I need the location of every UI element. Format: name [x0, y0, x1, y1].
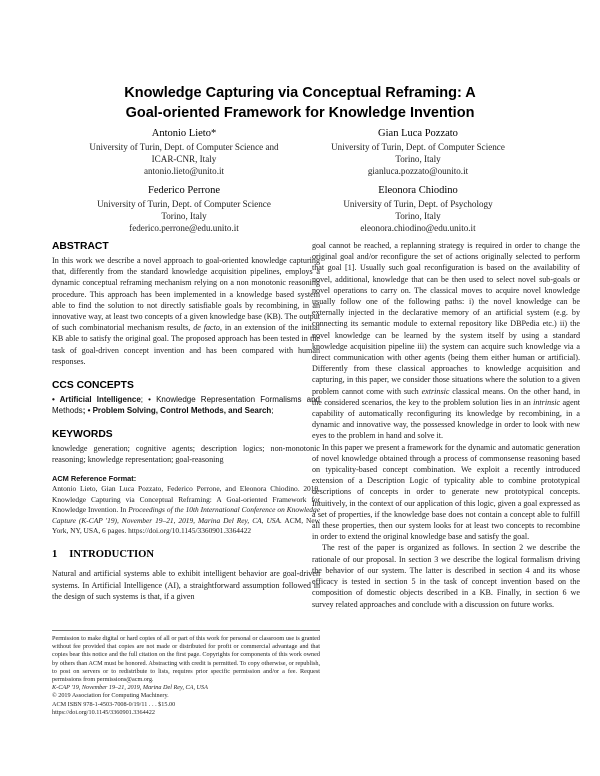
title-line-1: Knowledge Capturing via Conceptual Reframing: A	[124, 85, 476, 101]
author-affiliation-location: Torino, Italy	[161, 211, 207, 221]
intro-paragraph-1: goal cannot be reached, a replanning strategy is required in order to change the original goal and/or reconfigure the set of actions originally selected to perform that goal [1]. Usually such goal reconfiguration is based on the availability of novel, additional, knowledge that can be then used to select novel sub-goals or novel operations to carry on. The classical moves to acquire novel knowledge usually follow one of the following paths: i) the novel knowledge can be externally injected in the declarative memory of an artificial system (e.g. by connecting its semantic module to external repository like DBPedia etc.) ii) the novel knowledge can be learned by the system itself by using a standard knowledge acquisition pipeline iii) the system can acquire such knowledge via a direct communication with other agents (being them either human or artificial). Differently from these classical approaches to knowledge acquisition and capturing, in this paper, we consider those situations where the solution to a given problem cannot come with such extrinsic classical means. On the other hand, in the considered scenarios, the key to the problem solution lies in an intrinsic agent capability of automatically reconfiguring its knowledge by recombining, in a dynamic and innovative way, the possessed knowledge in order to look with new eyes to the problem in hand and solve it.	[312, 241, 581, 441]
acm-reference-text: Antonio Lieto, Gian Luca Pozzato, Federico Perrone, and Eleonora Chiodino. 2019. Knowledge Capturing via Conceptual Reframing: A Goal-oriented Framework for Knowledge Invention. In Proceedings of the 10th International Conference on Knowledge Capture (K-CAP '19), November 19–21, 2019, Marina Del Rey, CA, USA. ACM, New York, NY, USA, 6 pages. https://doi.org/10.1145/3360901.3364422	[52, 484, 320, 536]
paper-title	[40, 83, 560, 123]
doi-link[interactable]: https://doi.org/10.1145/3360901.3364422	[52, 708, 155, 716]
abstract-text: In this work we describe a novel approach to goal-oriented knowledge capturing that, differently from the standard knowledge acquisition pipelines, employs a dynamic conceptual reframing mechanism relying on a non monotonic reasoning procedure. This approach has been implemented in a knowledge based system able to find the solution to not directly satisfiable goals by recombining, in an innovative way, at least two concepts of a given knowledge base (KB). The output of such combinatorial mechanism results, de facto, in an extension of the initial KB able to satisfy the original goal. The proposed approach has been tested in the task of goal-driven concept invention and has been compared with human responses.	[52, 256, 320, 366]
title-line-2: Goal-oriented Framework for Knowledge Invention	[125, 105, 475, 121]
ccs-concepts-text: • Artificial Intelligence; • Knowledge Representation Formalisms and Methods; • Problem Solving, Control Methods, and Search;	[52, 395, 320, 416]
author-affiliation-location: ICAR-CNR, Italy	[151, 154, 217, 164]
section-number: 1	[52, 549, 58, 561]
author-name: Gian Luca Pozzato	[378, 128, 458, 139]
section-title: INTRODUCTION	[69, 549, 155, 561]
author-block-2	[288, 127, 548, 177]
keywords-heading: KEYWORDS	[52, 429, 113, 441]
isbn-line: ACM ISBN 978-1-4503-7008-0/19/11 . . . $15.00	[52, 700, 176, 708]
author-affiliation-location: Torino, Italy	[395, 154, 441, 164]
author-email: antonio.lieto@unito.it	[143, 166, 225, 176]
author-block-3	[54, 184, 314, 234]
ccs-heading: CCS CONCEPTS	[52, 380, 134, 392]
keywords-text: knowledge generation; cognitive agents; description logics; non-monotonic reasoning; knowledge representation; goal-reasoning	[52, 444, 320, 465]
author-name: Eleonora Chiodino	[378, 185, 458, 196]
right-column	[312, 240, 580, 610]
author-name: Antonio Lieto*	[151, 128, 217, 139]
copyright-footnote	[52, 630, 320, 717]
author-affiliation-location: Torino, Italy	[395, 211, 441, 221]
author-email: eleonora.chiodino@edu.unito.it	[360, 223, 476, 233]
permission-notice: Permission to make digital or hard copies of all or part of this work for personal or classroom use is granted without fee provided that copies are not made or distributed for profit or commercial advantage and that copies bear this notice and the full citation on the first page. Copyrights for components of this work owned by others than ACM must be honored. Abstracting with credit is permitted. To copy otherwise, or republish, to post on servers or to redistribute to lists, requires prior specific permission and/or a fee. Request permissions from permissions@acm.org.	[52, 635, 320, 684]
abstract-heading: ABSTRACT	[52, 241, 109, 252]
author-affiliation: University of Turin, Dept. of Computer Science	[97, 199, 271, 209]
intro-paragraph-3: The rest of the paper is organized as follows. In section 2 we describe the rationale of our proposal. In section 3 we describe the logical formalism driving the behavior of our system. The latter is described in section 4 and its whose efficacy is tested in section 5 in the task of concept invention based on the composition of domestic objects described in a KB. Finally, in section 6 we survey related approaches and conclude with a discussion on future works.	[312, 543, 580, 609]
introduction-heading	[52, 548, 320, 562]
author-affiliation: University of Turin, Dept. of Computer Science and	[89, 142, 279, 152]
author-affiliation: University of Turin, Dept. of Computer Science	[331, 142, 505, 152]
author-block-4	[288, 184, 548, 234]
left-column	[52, 240, 320, 602]
author-email: federico.perrone@edu.unito.it	[129, 223, 239, 233]
intro-paragraph-2: In this paper we present a framework for the dynamic and automatic generation of novel knowledge obtained through a process of commonsense reasoning based on typicality-based concept combination. We exploit a recently introduced extension of a Description Logic of typicality able to combine prototypical descriptions of concepts in order to generate new prototypical concepts. Intuitively, in the context of our application of this logic, given a goal expressed as a set of properties, if the knowledge base does not contain a concept able to fulfill all these properties, then our system looks for at least two concepts to recombine in order to extend the original knowledge base and satisfy the goal.	[312, 442, 580, 542]
conference-line: K-CAP '19, November 19–21, 2019, Marina Del Rey, CA, USA	[52, 684, 208, 692]
copyright-line: © 2019 Association for Computing Machinery.	[52, 692, 169, 700]
author-block-1	[54, 127, 314, 177]
author-affiliation: University of Turin, Dept. of Psychology	[343, 199, 493, 209]
introduction-text: Natural and artificial systems able to exhibit intelligent behavior are goal-driven systems. In Artificial Intelligence (AI), a straightforward assumption followed in the design of such systems is that, if a given	[52, 569, 320, 601]
author-email: gianluca.pozzato@ounito.it	[367, 166, 469, 176]
acm-reference-heading: ACM Reference Format:	[52, 474, 137, 484]
author-name: Federico Perrone	[147, 185, 220, 196]
